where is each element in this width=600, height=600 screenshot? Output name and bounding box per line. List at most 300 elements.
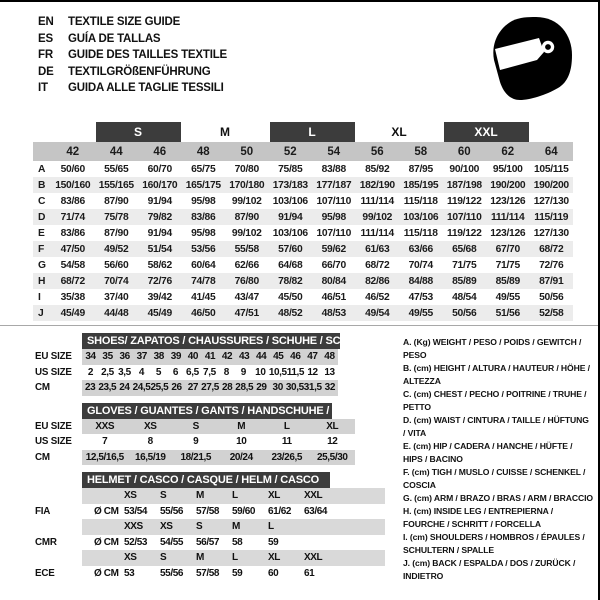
measure-value: 83/86 xyxy=(60,227,85,239)
gloves-value: 7 xyxy=(102,436,108,448)
measure-value: 85/89 xyxy=(495,275,520,287)
helmet-value: 53/54 xyxy=(124,505,148,517)
helmet-size-label: XXS xyxy=(124,521,143,533)
shoes-value: 38 xyxy=(153,351,164,363)
helmet-size-label: XL xyxy=(268,552,280,564)
measure-value: 39/42 xyxy=(147,291,172,303)
measure-value: 45/50 xyxy=(278,291,303,303)
helmet-value: 57/58 xyxy=(196,567,220,579)
gloves-value: 12 xyxy=(327,436,338,448)
helmet-sizes xyxy=(82,488,385,504)
gloves-table xyxy=(35,403,395,466)
shoes-value: 11,5 xyxy=(286,366,305,378)
helmet-value: 63/64 xyxy=(304,505,328,517)
measure-value: 49/52 xyxy=(104,243,129,255)
helmet-value: 52/53 xyxy=(124,536,148,548)
legend-item-b: B. (cm) HEIGHT / ALTURA / HAUTEUR / HÖHE / ALTEZZA xyxy=(403,363,590,386)
measure-key: F xyxy=(38,243,45,255)
helmet-table-title: HELMET / CASCO / CASQUE / HELM / CASCO xyxy=(82,472,330,488)
measure-value: 80/84 xyxy=(321,275,346,287)
measure-value: 187/198 xyxy=(446,179,482,191)
shoes-value: 34 xyxy=(85,351,96,363)
measure-value: 91/94 xyxy=(147,195,172,207)
measure-value: 79/82 xyxy=(147,211,172,223)
measure-value: 111/114 xyxy=(491,211,525,223)
measure-value: 60/64 xyxy=(191,259,216,271)
helmet-size-label: XL xyxy=(268,490,280,502)
shoes-value: 23,5 xyxy=(98,382,117,394)
helmet-value: 59 xyxy=(268,536,279,548)
language-title: TEXTILE SIZE GUIDE xyxy=(68,16,181,29)
textile-size-table xyxy=(33,122,573,321)
size-group-s: S xyxy=(96,122,181,142)
numeric-size: 50 xyxy=(240,145,254,158)
gloves-value: 16,5/19 xyxy=(134,451,166,463)
section-divider xyxy=(0,325,598,326)
measure-value: 46/50 xyxy=(191,307,216,319)
shoes-value: 8 xyxy=(223,366,229,378)
helmet-table-rows xyxy=(35,488,395,581)
measure-value: 35/38 xyxy=(60,291,85,303)
language-title: GUIDE DES TAILLES TEXTILE xyxy=(68,49,227,62)
measure-value: 54/58 xyxy=(60,259,85,271)
measure-value: 75/78 xyxy=(104,211,129,223)
measure-value: 177/187 xyxy=(316,179,352,191)
measure-value: 67/70 xyxy=(495,243,520,255)
helmet-unit: Ø CM xyxy=(94,536,119,548)
measurement-legend xyxy=(403,336,593,583)
shoes-values xyxy=(82,365,338,381)
shoes-value: 42 xyxy=(221,351,233,363)
measure-value: 37/40 xyxy=(104,291,129,303)
shoes-value: 45 xyxy=(273,351,284,363)
measure-value: 83/86 xyxy=(191,211,216,223)
numeric-size: 60 xyxy=(457,145,471,158)
shoes-value: 2 xyxy=(87,366,94,378)
standard-label: ECE xyxy=(35,567,55,579)
measure-key: I xyxy=(38,291,41,303)
shoes-value: 40 xyxy=(187,351,199,363)
measure-value: 150/160 xyxy=(55,179,91,191)
helmet-value: 55/56 xyxy=(160,567,184,579)
measure-value: 70/74 xyxy=(104,275,129,287)
shoes-table-title: SHOES/ ZAPATOS / CHAUSSURES / SCHUHE / SCARPE xyxy=(82,333,340,349)
shoes-value: 28 xyxy=(221,382,233,394)
shoes-table-rows xyxy=(35,349,395,396)
measure-value: 115/118 xyxy=(403,227,438,239)
measure-value: 48/53 xyxy=(321,307,346,319)
gloves-value: 8 xyxy=(147,436,153,448)
measure-value: 103/106 xyxy=(272,195,308,207)
gloves-value: M xyxy=(237,420,246,432)
shoes-row xyxy=(35,349,395,365)
gloves-value: 10 xyxy=(236,436,247,448)
gloves-value: 18/21,5 xyxy=(180,451,212,463)
measure-value: 173/183 xyxy=(272,179,308,191)
measure-value: 170/180 xyxy=(229,179,265,191)
language-code: EN xyxy=(38,16,54,29)
measure-value: 76/80 xyxy=(234,275,259,287)
helmet-size-label: L xyxy=(232,490,238,502)
measure-value: 127/130 xyxy=(533,195,569,207)
measure-value: 56/60 xyxy=(104,259,129,271)
measure-value: 119/122 xyxy=(446,227,482,239)
language-row xyxy=(38,14,227,31)
measure-key: H xyxy=(38,275,46,287)
measure-value: 71/75 xyxy=(495,259,520,271)
measure-value: 105/115 xyxy=(533,163,569,175)
measure-row-c xyxy=(33,193,573,209)
measure-value: 107/110 xyxy=(316,195,352,207)
helmet-size-row xyxy=(35,488,395,504)
helmet-value: 54/55 xyxy=(160,536,184,548)
row-label: EU SIZE xyxy=(35,351,72,363)
measure-value: 107/110 xyxy=(316,227,352,239)
helmet-size-label: M xyxy=(196,490,204,502)
measure-value: 84/88 xyxy=(408,275,433,287)
language-code: ES xyxy=(38,32,53,45)
shoes-values xyxy=(82,349,338,365)
shoes-value: 29 xyxy=(256,382,267,394)
measure-value: 190/200 xyxy=(533,179,569,191)
language-header xyxy=(38,14,227,97)
helmet-sizes xyxy=(82,519,385,535)
measure-value: 85/89 xyxy=(452,275,477,287)
helmet-size-row xyxy=(35,550,395,566)
measure-value: 87/90 xyxy=(234,211,259,223)
helmet-size-label: XXL xyxy=(304,552,323,564)
measure-key: E xyxy=(38,227,45,239)
numeric-size: 64 xyxy=(544,145,558,158)
standard-label: FIA xyxy=(35,505,51,517)
size-group-xl: XL xyxy=(391,125,407,139)
measure-value: 99/102 xyxy=(231,195,262,207)
measure-value: 87/91 xyxy=(539,275,564,287)
measure-key: G xyxy=(38,259,47,271)
measure-value: 95/98 xyxy=(191,195,216,207)
measure-row-j xyxy=(33,305,573,321)
measure-value: 74/78 xyxy=(191,275,216,287)
measure-value: 91/94 xyxy=(278,211,303,223)
measure-value: 50/56 xyxy=(452,307,477,319)
measure-value: 47/51 xyxy=(234,307,259,319)
legend-item-j: J. (cm) BACK / ESPALDA / DOS / ZURÜCK / INDIETRO xyxy=(403,558,576,581)
size-group-xxl: XXL xyxy=(444,122,529,142)
measure-value: 68/72 xyxy=(539,243,564,255)
measure-key: B xyxy=(38,179,46,191)
shoes-value: 5 xyxy=(155,366,162,378)
shoes-value: 32 xyxy=(324,382,335,394)
measure-value: 123/126 xyxy=(490,195,526,207)
legend-item-g: G. (cm) ARM / BRAZO / BRAS / ARM / BRACCIO xyxy=(403,493,593,503)
shoes-value: 30 xyxy=(272,382,283,394)
measure-value: 55/58 xyxy=(234,243,259,255)
legend-item-i: I. (cm) SHOULDERS / HOMBROS / ÉPAULES / SCHULTERN / SPALLE xyxy=(403,532,585,555)
measure-value: 50/56 xyxy=(539,291,564,303)
size-group-l: L xyxy=(270,122,355,142)
shoes-value: 12 xyxy=(307,366,318,378)
shoes-value: 7,5 xyxy=(203,366,216,378)
measure-value: 68/72 xyxy=(365,259,390,271)
helmet-values xyxy=(82,504,385,520)
numeric-size-row xyxy=(33,142,573,161)
shoes-value: 43 xyxy=(238,351,250,363)
shoes-value: 44 xyxy=(256,351,267,363)
measure-row-g xyxy=(33,257,573,273)
gloves-values xyxy=(82,450,355,466)
shoes-value: 41 xyxy=(204,351,216,363)
measure-value: 44/48 xyxy=(104,307,129,319)
shoes-row xyxy=(35,365,395,381)
measure-key: J xyxy=(38,307,44,319)
numeric-size: 56 xyxy=(370,145,384,158)
measure-value: 55/65 xyxy=(104,163,129,175)
helmet-value: 60 xyxy=(268,567,279,579)
helmet-value: 61 xyxy=(304,567,315,579)
shoes-value: 23 xyxy=(85,382,96,394)
helmet-standard-row-ece xyxy=(35,566,395,582)
measure-value: 45/49 xyxy=(60,307,85,319)
measure-key: D xyxy=(38,211,46,223)
helmet-standard-row-cmr xyxy=(35,535,395,551)
row-label: CM xyxy=(35,451,50,463)
legend-item-d: D. (cm) WAIST / CINTURA / TAILLE / HÜFTUNG / VITA xyxy=(403,415,589,438)
measure-row-a xyxy=(33,161,573,177)
shoes-value: 47 xyxy=(307,351,318,363)
helmet-value: 55/56 xyxy=(160,505,184,517)
legend-item-e: E. (cm) HIP / CADERA / HANCHE / HÜFTE / HIPS / BACINO xyxy=(403,441,573,464)
measure-value: 47/50 xyxy=(60,243,85,255)
measure-value: 95/100 xyxy=(492,163,523,175)
measure-value: 91/94 xyxy=(147,227,172,239)
measure-value: 52/58 xyxy=(539,307,564,319)
shoes-value: 26 xyxy=(171,382,182,394)
shoes-values xyxy=(82,380,338,396)
language-row xyxy=(38,47,227,64)
helmet-value: 59/60 xyxy=(232,505,256,517)
helmet-size-label: L xyxy=(268,521,274,533)
measure-value: 103/106 xyxy=(272,227,308,239)
measure-value: 111/114 xyxy=(360,195,394,207)
measure-value: 83/86 xyxy=(60,195,85,207)
measure-value: 85/92 xyxy=(365,163,390,175)
measure-value: 64/68 xyxy=(278,259,303,271)
shoes-value: 6,5 xyxy=(186,366,199,378)
helmet-size-label: M xyxy=(196,552,204,564)
language-row xyxy=(38,31,227,48)
helmet-values xyxy=(82,566,385,582)
measure-value: 87/95 xyxy=(408,163,433,175)
gloves-value: L xyxy=(283,420,290,432)
shoes-value: 13 xyxy=(324,366,335,378)
gloves-value: 11 xyxy=(281,436,292,448)
measure-value: 49/55 xyxy=(408,307,433,319)
measure-value: 58/62 xyxy=(147,259,172,271)
gloves-value: XS xyxy=(143,420,157,432)
measure-value: 45/49 xyxy=(147,307,172,319)
size-band-spacer xyxy=(33,142,51,161)
numeric-size: 62 xyxy=(501,145,515,158)
measure-row-d xyxy=(33,209,573,225)
helmet-value: 53 xyxy=(124,567,135,579)
helmet-size-label: S xyxy=(196,521,203,533)
measure-value: 107/110 xyxy=(446,211,482,223)
measure-value: 72/76 xyxy=(539,259,564,271)
helmet-value: 58 xyxy=(232,536,243,548)
shoes-value: 48 xyxy=(324,351,335,363)
measure-value: 95/98 xyxy=(321,211,346,223)
measure-value: 127/130 xyxy=(533,227,569,239)
shoes-value: 6 xyxy=(172,366,178,378)
helmet-size-row xyxy=(35,519,395,535)
measure-value: 53/56 xyxy=(191,243,216,255)
shoes-value: 3,5 xyxy=(118,366,131,378)
measure-value: 115/119 xyxy=(534,211,569,223)
gloves-value: 9 xyxy=(193,436,199,448)
shoes-value: 27,5 xyxy=(201,382,219,394)
gloves-values xyxy=(82,419,355,435)
shoes-value: 10,5 xyxy=(268,366,287,378)
measure-value: 51/56 xyxy=(495,307,520,319)
shoes-value: 10 xyxy=(255,366,266,378)
measure-value: 71/75 xyxy=(452,259,477,271)
measure-value: 47/53 xyxy=(408,291,433,303)
measure-value: 71/74 xyxy=(60,211,85,223)
measure-value: 165/175 xyxy=(185,179,221,191)
numeric-size: 48 xyxy=(196,145,210,158)
measure-value: 63/66 xyxy=(408,243,433,255)
numeric-size: 42 xyxy=(66,145,80,158)
helmet-value: 59 xyxy=(232,567,243,579)
measure-value: 123/126 xyxy=(490,227,526,239)
measure-value: 59/62 xyxy=(321,243,346,255)
measure-value: 68/72 xyxy=(60,275,85,287)
helmet-size-label: XS xyxy=(124,490,137,502)
gloves-table-rows xyxy=(35,419,395,466)
helmet-size-label: XXL xyxy=(304,490,323,502)
measure-value: 190/200 xyxy=(490,179,526,191)
measure-key: A xyxy=(38,163,46,175)
helmet-size-label: XS xyxy=(124,552,137,564)
shoes-value: 30,5 xyxy=(285,382,304,394)
gloves-value: 25,5/30 xyxy=(316,451,348,463)
numeric-size: 46 xyxy=(153,145,167,158)
gloves-values xyxy=(82,434,355,450)
measure-row-e xyxy=(33,225,573,241)
legend-item-f: F. (cm) TIGH / MUSLO / CUISSE / SCHENKEL / COSCIA xyxy=(403,467,586,490)
measure-value: 49/55 xyxy=(495,291,520,303)
measure-value: 66/70 xyxy=(321,259,346,271)
measure-value: 87/90 xyxy=(104,195,129,207)
legend-item-a: A. (Kg) WEIGHT / PESO / POIDS / GEWITCH / PESO xyxy=(403,337,582,360)
measure-value: 50/60 xyxy=(60,163,85,175)
measure-value: 111/114 xyxy=(360,227,394,239)
gloves-value: 20/24 xyxy=(229,451,253,463)
measure-value: 41/45 xyxy=(191,291,216,303)
shoes-value: 28,5 xyxy=(235,382,254,394)
racing-helmet-icon xyxy=(480,8,580,108)
shoes-value: 27 xyxy=(187,382,199,394)
shoes-value: 24,5 xyxy=(132,382,151,394)
numeric-size: 44 xyxy=(109,145,123,158)
measure-value: 46/51 xyxy=(321,291,346,303)
measure-row-i xyxy=(33,289,573,305)
helmet-standard-row-fia xyxy=(35,504,395,520)
helmet-value: 57/58 xyxy=(196,505,220,517)
gloves-row xyxy=(35,419,395,435)
measure-value: 49/54 xyxy=(365,307,390,319)
gloves-value: XL xyxy=(326,420,339,432)
measure-value: 43/47 xyxy=(234,291,259,303)
shoes-value: 2,5 xyxy=(101,366,114,378)
measure-value: 83/88 xyxy=(321,163,346,175)
row-label: US SIZE xyxy=(35,436,72,448)
measure-value: 75/85 xyxy=(278,163,303,175)
measure-value: 51/54 xyxy=(147,243,172,255)
numeric-size: 52 xyxy=(283,145,297,158)
measure-value: 46/52 xyxy=(365,291,390,303)
helmet-unit: Ø CM xyxy=(94,567,119,579)
language-row xyxy=(38,64,227,81)
helmet-size-label: L xyxy=(232,552,238,564)
language-code: IT xyxy=(38,82,48,95)
helmet-size-label: S xyxy=(160,490,167,502)
gloves-value: 12,5/16,5 xyxy=(85,451,124,463)
shoes-value: 9 xyxy=(240,366,246,378)
measure-value: 99/102 xyxy=(231,227,262,239)
helmet-size-label: M xyxy=(232,521,240,533)
language-code: FR xyxy=(38,49,53,62)
measure-value: 57/60 xyxy=(278,243,303,255)
measure-value: 155/165 xyxy=(98,179,134,191)
gloves-table-title: GLOVES / GUANTES / GANTS / HANDSCHUHE / GUANTI xyxy=(82,403,332,419)
measure-value: 78/82 xyxy=(278,275,303,287)
helmet-size-label: S xyxy=(160,552,167,564)
measure-value: 160/170 xyxy=(142,179,178,191)
shoes-value: 37 xyxy=(136,351,147,363)
measure-row-h xyxy=(33,273,573,289)
gloves-row xyxy=(35,450,395,466)
helmet-values xyxy=(82,535,385,551)
measure-row-b xyxy=(33,177,573,193)
measure-value: 185/195 xyxy=(403,179,439,191)
numeric-size: 58 xyxy=(414,145,428,158)
shoes-value: 4 xyxy=(138,366,145,378)
measure-value: 90/100 xyxy=(449,163,480,175)
legend-item-c: C. (cm) CHEST / PECHO / POITRINE / TRUHE / PETTO xyxy=(403,389,587,412)
helmet-value: 56/57 xyxy=(196,536,220,548)
gloves-value: S xyxy=(192,420,199,432)
measure-value: 65/68 xyxy=(452,243,477,255)
shoes-row xyxy=(35,380,395,396)
measure-value: 119/122 xyxy=(446,195,482,207)
shoes-value: 46 xyxy=(290,351,301,363)
measure-row-f xyxy=(33,241,573,257)
legend-item-h: H. (cm) INSIDE LEG / ENTREPIERNA / FOURCHE / SCHRITT / FORCELLA xyxy=(403,506,554,529)
shoes-value: 31,5 xyxy=(303,382,322,394)
numeric-size: 54 xyxy=(327,145,341,158)
measure-value: 70/74 xyxy=(408,259,433,271)
textile-table-body xyxy=(33,161,573,321)
measure-value: 115/118 xyxy=(403,195,438,207)
shoes-value: 24 xyxy=(119,382,130,394)
measure-value: 48/52 xyxy=(278,307,303,319)
shoes-table xyxy=(35,333,395,396)
measure-value: 182/190 xyxy=(359,179,395,191)
measure-value: 60/70 xyxy=(147,163,172,175)
gloves-row xyxy=(35,434,395,450)
helmet-sizes xyxy=(82,550,385,566)
